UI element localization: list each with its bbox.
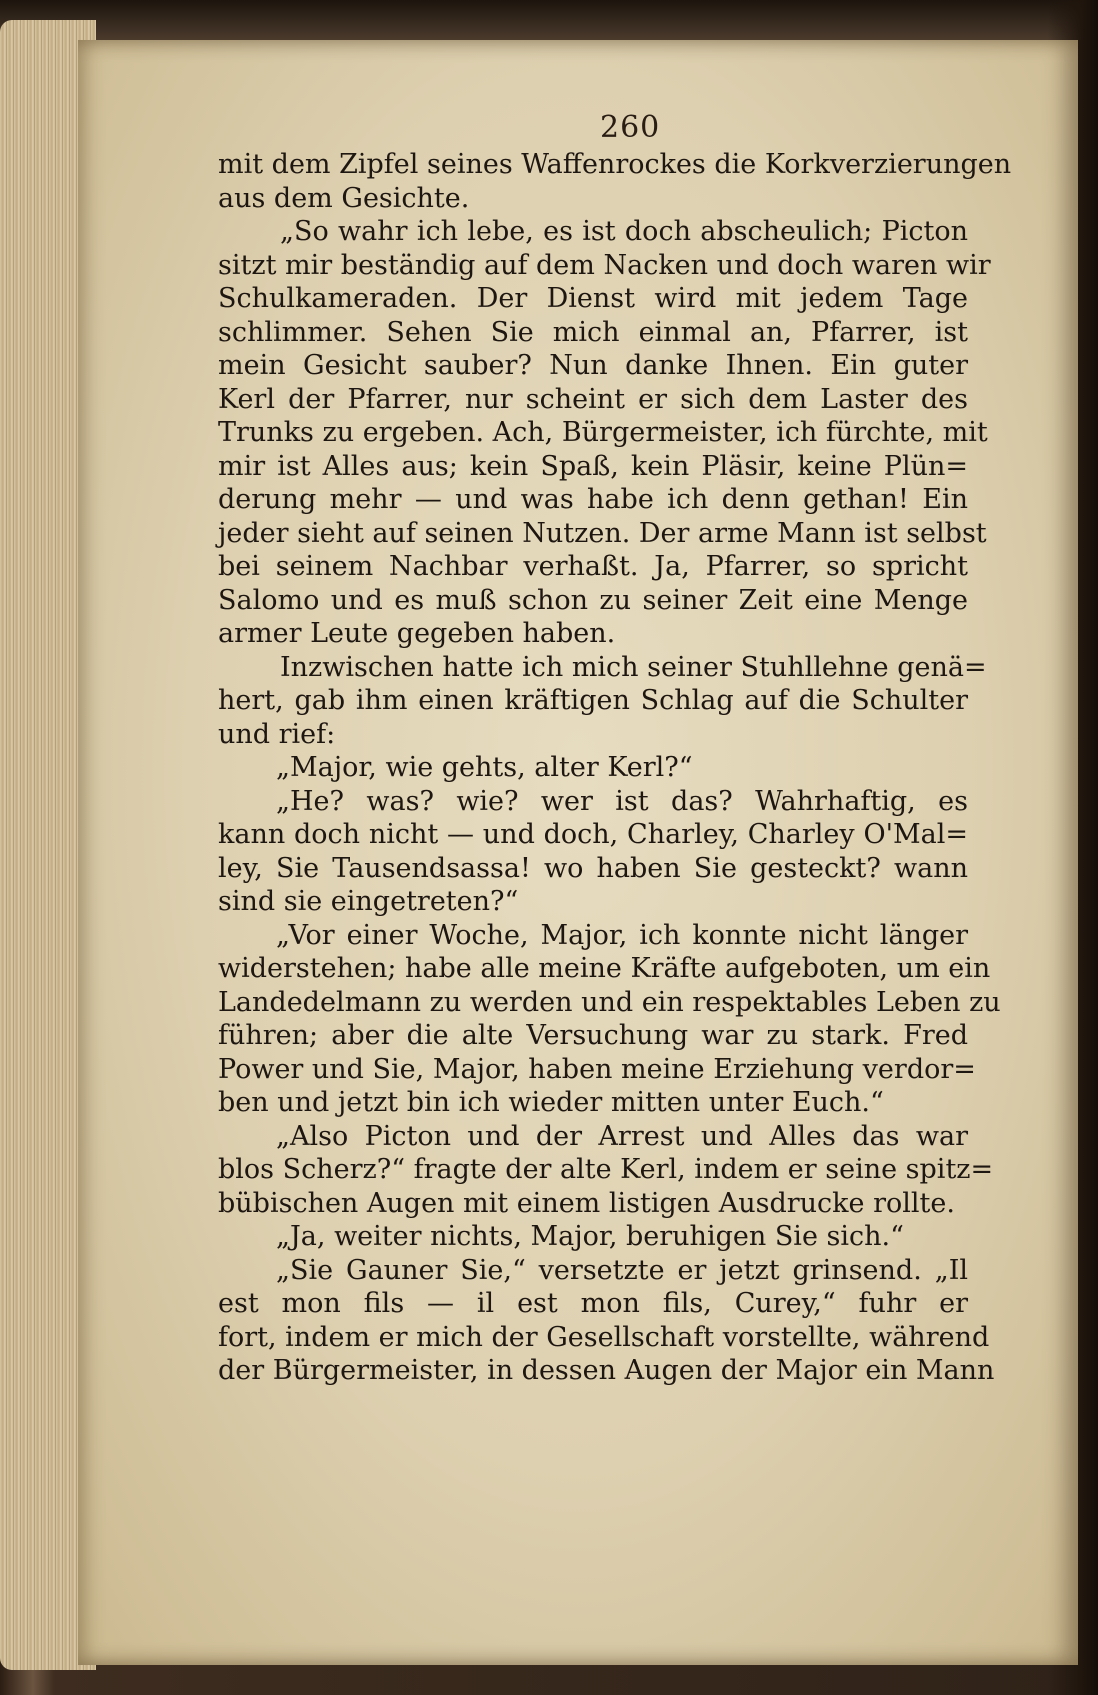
text-line: bübischen Augen mit einem listigen Ausdrucke rollte. xyxy=(218,1187,955,1219)
text-line: mein Gesicht sauber? Nun danke Ihnen. Ein guter xyxy=(218,350,968,381)
text-line: „Major, wie gehts, alter Kerl?“ xyxy=(276,752,693,783)
text-line: aus dem Gesichte. xyxy=(218,182,470,214)
text-line: ben und jetzt bin ich wieder mitten unter Euch.“ xyxy=(218,1087,884,1118)
text-line: mit dem Zipfel seines Waffenrockes die Korkverzierungen xyxy=(218,149,1012,180)
text-line: hert, gab ihm einen kräftigen Schlag auf die Schulter xyxy=(218,685,968,716)
text-line: „Ja, weiter nichts, Major, beruhigen Sie sich.“ xyxy=(276,1221,904,1252)
text-line: est mon fils — il est mon fils, Curey,“ fuhr er xyxy=(218,1288,968,1319)
text-line: derung mehr — und was habe ich denn gethan! Ein xyxy=(218,484,968,515)
page-number: 260 xyxy=(600,110,661,145)
book-top-edge xyxy=(0,0,1098,40)
text-line: der Bürgermeister, in dessen Augen der Major ein Mann xyxy=(218,1355,995,1386)
text-line: Salomo und es muß schon zu seiner Zeit eine Menge xyxy=(218,584,968,616)
text-line: armer Leute gegeben haben. xyxy=(218,618,616,649)
text-line: Trunks zu ergeben. Ach, Bürgermeister, ich fürchte, mit xyxy=(218,417,988,448)
text-line: Schulkameraden. Der Dienst wird mit jedem Tage xyxy=(218,283,968,314)
text-line: sitzt mir beständig auf dem Nacken und doch waren wir xyxy=(218,249,991,281)
text-line: „Also Picton und der Arrest und Alles das war xyxy=(276,1120,968,1152)
text-line: fort, indem er mich der Gesellschaft vorstellte, während xyxy=(218,1321,990,1353)
text-line: schlimmer. Sehen Sie mich einmal an, Pfarrer, ist xyxy=(218,316,968,348)
text-line: bei seinem Nachbar verhaßt. Ja, Pfarrer, so spricht xyxy=(218,551,968,582)
text-line: jeder sieht auf seinen Nutzen. Der arme Mann ist selbst xyxy=(218,517,987,549)
text-line: Inzwischen hatte ich mich seiner Stuhllehne genä= xyxy=(280,651,987,683)
text-line: Landedelmann zu werden und ein respektables Leben zu xyxy=(218,986,1001,1018)
text-line: „So wahr ich lebe, es ist doch abscheulich; Picton xyxy=(280,216,968,247)
text-line: sind sie eingetreten?“ xyxy=(218,886,519,917)
body-text xyxy=(218,148,1012,1388)
text-line: blos Scherz?“ fragte der alte Kerl, indem er seine spitz= xyxy=(218,1154,994,1185)
text-line: kann doch nicht — und doch, Charley, Charley O'Mal= xyxy=(218,819,968,850)
text-line: führen; aber die alte Versuchung war zu stark. Fred xyxy=(218,1020,968,1051)
text-line: Power und Sie, Major, haben meine Erziehung verdor= xyxy=(218,1053,976,1085)
text-line: ley, Sie Tausendsassa! wo haben Sie gesteckt? wann xyxy=(218,852,968,884)
text-line: „He? was? wie? wer ist das? Wahrhaftig, es xyxy=(276,785,968,817)
text-line: „Vor einer Woche, Major, ich konnte nicht länger xyxy=(276,919,968,951)
text-line: mir ist Alles aus; kein Spaß, kein Pläsir, keine Plün= xyxy=(218,450,968,482)
text-line: „Sie Gauner Sie,“ versetzte er jetzt grinsend. „Il xyxy=(276,1254,968,1286)
text-line: widerstehen; habe alle meine Kräfte aufgeboten, um ein xyxy=(218,953,991,984)
text-line: Kerl der Pfarrer, nur scheint er sich dem Laster des xyxy=(218,383,968,415)
text-line: und rief: xyxy=(218,718,336,750)
